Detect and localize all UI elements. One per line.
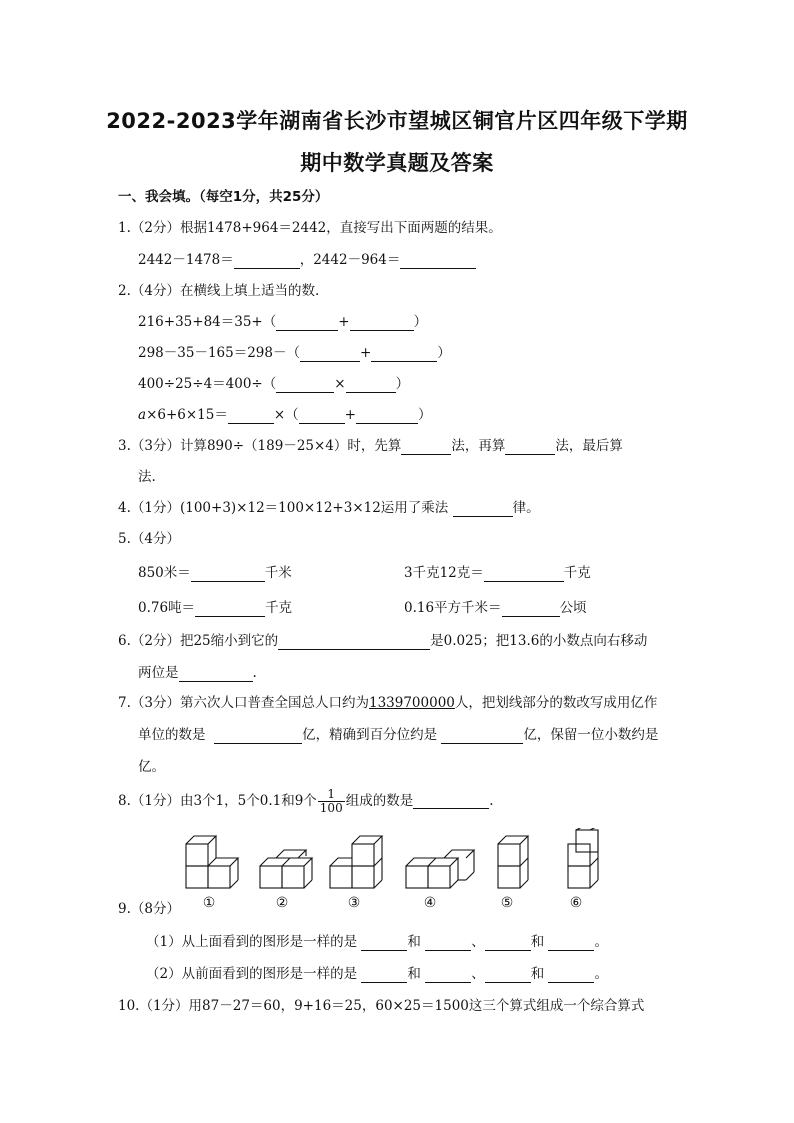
answer-blank[interactable] xyxy=(191,567,265,582)
q5-c-unit: 千克 xyxy=(265,600,293,616)
answer-blank[interactable] xyxy=(195,602,265,617)
answer-blank[interactable] xyxy=(484,567,564,582)
q2-close-paren: ） xyxy=(395,376,410,392)
answer-blank[interactable] xyxy=(300,347,360,362)
answer-blank[interactable] xyxy=(234,254,300,269)
answer-blank[interactable] xyxy=(356,409,418,424)
answer-blank[interactable] xyxy=(413,794,489,809)
cube-figure-4 xyxy=(406,850,474,888)
q2-plus: + xyxy=(359,345,372,361)
answer-blank[interactable] xyxy=(485,968,531,983)
q2-plus: + xyxy=(338,314,350,330)
cube-figure-3 xyxy=(330,836,382,888)
answer-blank[interactable] xyxy=(441,729,523,744)
answer-blank[interactable] xyxy=(361,936,407,951)
q9-and: 和 xyxy=(407,966,421,982)
q9-period: 。 xyxy=(594,966,608,982)
q5-d-left: 0.16平方千米＝ xyxy=(404,600,502,616)
q5-item-b xyxy=(404,564,591,582)
figure-label-4: ④ xyxy=(423,895,437,911)
q3-part-b: 法，再算 xyxy=(451,438,506,454)
fraction-denominator: 100 xyxy=(319,801,343,815)
q2-plus: + xyxy=(344,407,356,423)
figure-label-1: ① xyxy=(202,895,216,911)
cube-figure-1 xyxy=(186,836,238,888)
answer-blank[interactable] xyxy=(228,409,274,424)
underlined-number: 1339700000 xyxy=(368,695,455,711)
page-title-line-2: 期中数学真题及答案 xyxy=(300,151,494,175)
answer-blank[interactable] xyxy=(425,968,471,983)
answer-blank[interactable] xyxy=(276,316,338,331)
answer-blank[interactable] xyxy=(214,729,302,744)
q6-part-d: . xyxy=(252,665,257,681)
answer-blank[interactable] xyxy=(371,347,437,362)
q9-s2-text: （2）从前面看到的图形是一样的是 xyxy=(146,966,358,982)
figure-label-2: ② xyxy=(275,895,289,911)
q9-comma: 、 xyxy=(471,934,485,950)
q8-part-b: 组成的数是 xyxy=(345,793,414,809)
q9-subquestion-1 xyxy=(146,933,608,951)
q5-a-unit: 千米 xyxy=(264,565,292,581)
q7-part-d: 亿，精确到百分位约是 xyxy=(302,727,438,743)
q1-expr-b: 2442－964＝ xyxy=(313,252,401,268)
q2-l1-expr: 216+35+84＝35+（ xyxy=(138,314,277,330)
answer-blank[interactable] xyxy=(179,667,253,682)
q5-d-unit: 公顷 xyxy=(559,600,587,616)
q2-line-2 xyxy=(138,344,451,362)
q2-close-paren: ） xyxy=(437,345,451,361)
answer-blank[interactable] xyxy=(350,316,414,331)
question-4-text xyxy=(118,499,540,517)
q9-subquestion-2 xyxy=(146,965,608,983)
q3-part-a: 3.（3分）计算890÷（189－25×4）时，先算 xyxy=(118,438,402,454)
question-7-text xyxy=(118,694,657,712)
question-1-text: 1.（2分）根据1478+964＝2442，直接写出下面两题的结果。 xyxy=(118,220,502,236)
question-10-text: 10.（1分）用87－27＝60，9+16＝25，60×25＝1500这三个算式组成一个综合算式 xyxy=(118,998,645,1014)
q9-and: 和 xyxy=(530,934,545,950)
q4-part-b: 律。 xyxy=(512,500,540,516)
q9-and: 和 xyxy=(407,934,421,950)
q6-part-a: 6.（2分）把25缩小到它的 xyxy=(118,633,279,649)
fraction xyxy=(318,788,345,815)
q4-part-a: 4.（1分）(100+3)×12＝100×12+3×12运用了乘法 xyxy=(118,500,449,516)
cube-figure-5 xyxy=(498,836,528,888)
q7-part-b: 人，把划线部分的数改写成用亿作 xyxy=(454,695,658,711)
answer-blank[interactable] xyxy=(502,602,560,617)
q2-close-paren: ） xyxy=(413,314,428,330)
q5-item-a xyxy=(138,564,292,582)
question-7-continued xyxy=(138,726,658,744)
answer-blank[interactable] xyxy=(276,378,334,393)
q7-part-a: 7.（3分）第六次人口普查全国总人口约为 xyxy=(118,695,369,711)
q9-comma: 、 xyxy=(471,966,485,982)
answer-blank[interactable] xyxy=(505,440,555,455)
q8-part-a: 8.（1分）由3个1，5个0.1和9个 xyxy=(118,793,317,809)
q9-period: 。 xyxy=(594,934,608,950)
q1-expr-a: 2442－1478＝ xyxy=(138,252,234,268)
question-7-end: 亿。 xyxy=(138,759,165,775)
q1-separator: ， xyxy=(299,252,314,268)
fraction-numerator: 1 xyxy=(318,788,345,802)
answer-blank[interactable] xyxy=(453,502,513,517)
q7-part-c: 单位的数是 xyxy=(138,727,206,743)
question-3-text xyxy=(118,437,623,455)
q5-b-left: 3千克12克＝ xyxy=(404,565,484,581)
answer-blank[interactable] xyxy=(485,936,531,951)
answer-blank[interactable] xyxy=(299,409,345,424)
question-6-text xyxy=(118,632,647,650)
q2-line-3 xyxy=(138,375,409,393)
cube-figure-2 xyxy=(260,850,312,888)
q2-times: × xyxy=(334,376,346,392)
section-heading: 一、我会填。（每空1分，共25分） xyxy=(118,189,329,205)
q5-b-unit: 千克 xyxy=(563,565,591,581)
q5-item-d xyxy=(404,599,587,617)
q2-l3-expr: 400÷25÷4＝400÷（ xyxy=(138,376,277,392)
q2-l2-expr: 298－35－165＝298－（ xyxy=(138,345,300,361)
answer-blank[interactable] xyxy=(361,968,407,983)
q2-times-paren: ×（ xyxy=(273,407,299,423)
figure-label-6: ⑥ xyxy=(569,895,583,911)
answer-blank[interactable] xyxy=(400,254,476,269)
q9-s1-text: （1）从上面看到的图形是一样的是 xyxy=(146,934,358,950)
figure-label-3: ③ xyxy=(347,895,361,911)
question-6-continued xyxy=(138,664,257,682)
q5-c-left: 0.76吨＝ xyxy=(138,600,196,616)
q5-a-left: 850米＝ xyxy=(138,565,191,581)
q3-part-c: 法，最后算 xyxy=(555,438,623,454)
q2-line-1 xyxy=(138,313,427,331)
cube-figures xyxy=(180,828,600,892)
question-2-text: 2.（4分）在横线上填上适当的数. xyxy=(118,283,320,299)
q2-l4-expr: ×6+6×15＝ xyxy=(146,407,228,423)
question-8-text xyxy=(118,786,494,816)
page-title-line-1: 2022-2023学年湖南省长沙市望城区铜官片区四年级下学期 xyxy=(106,109,688,133)
cube-figure-6 xyxy=(568,828,598,888)
q6-part-c: 两位是 xyxy=(138,665,179,681)
answer-blank[interactable] xyxy=(278,635,430,650)
answer-blank[interactable] xyxy=(548,968,594,983)
q9-and: 和 xyxy=(530,966,545,982)
answer-blank[interactable] xyxy=(401,440,451,455)
answer-blank[interactable] xyxy=(548,936,594,951)
q2-line-4 xyxy=(138,406,431,424)
q8-part-c: . xyxy=(489,793,494,809)
figure-label-5: ⑤ xyxy=(500,895,514,911)
variable-a: a xyxy=(138,407,147,423)
answer-blank[interactable] xyxy=(346,378,396,393)
q5-item-c xyxy=(138,599,292,617)
answer-blank[interactable] xyxy=(425,936,471,951)
q6-part-b: 是0.025；把13.6的小数点向右移动 xyxy=(430,633,648,649)
question-1-answers xyxy=(138,251,476,269)
question-9-text: 9.（8分） xyxy=(118,901,180,917)
q7-part-e: 亿，保留一位小数约是 xyxy=(523,727,659,743)
question-5-text: 5.（4分） xyxy=(118,531,180,547)
q2-close-paren: ） xyxy=(417,407,432,423)
question-3-continued: 法. xyxy=(138,469,156,485)
